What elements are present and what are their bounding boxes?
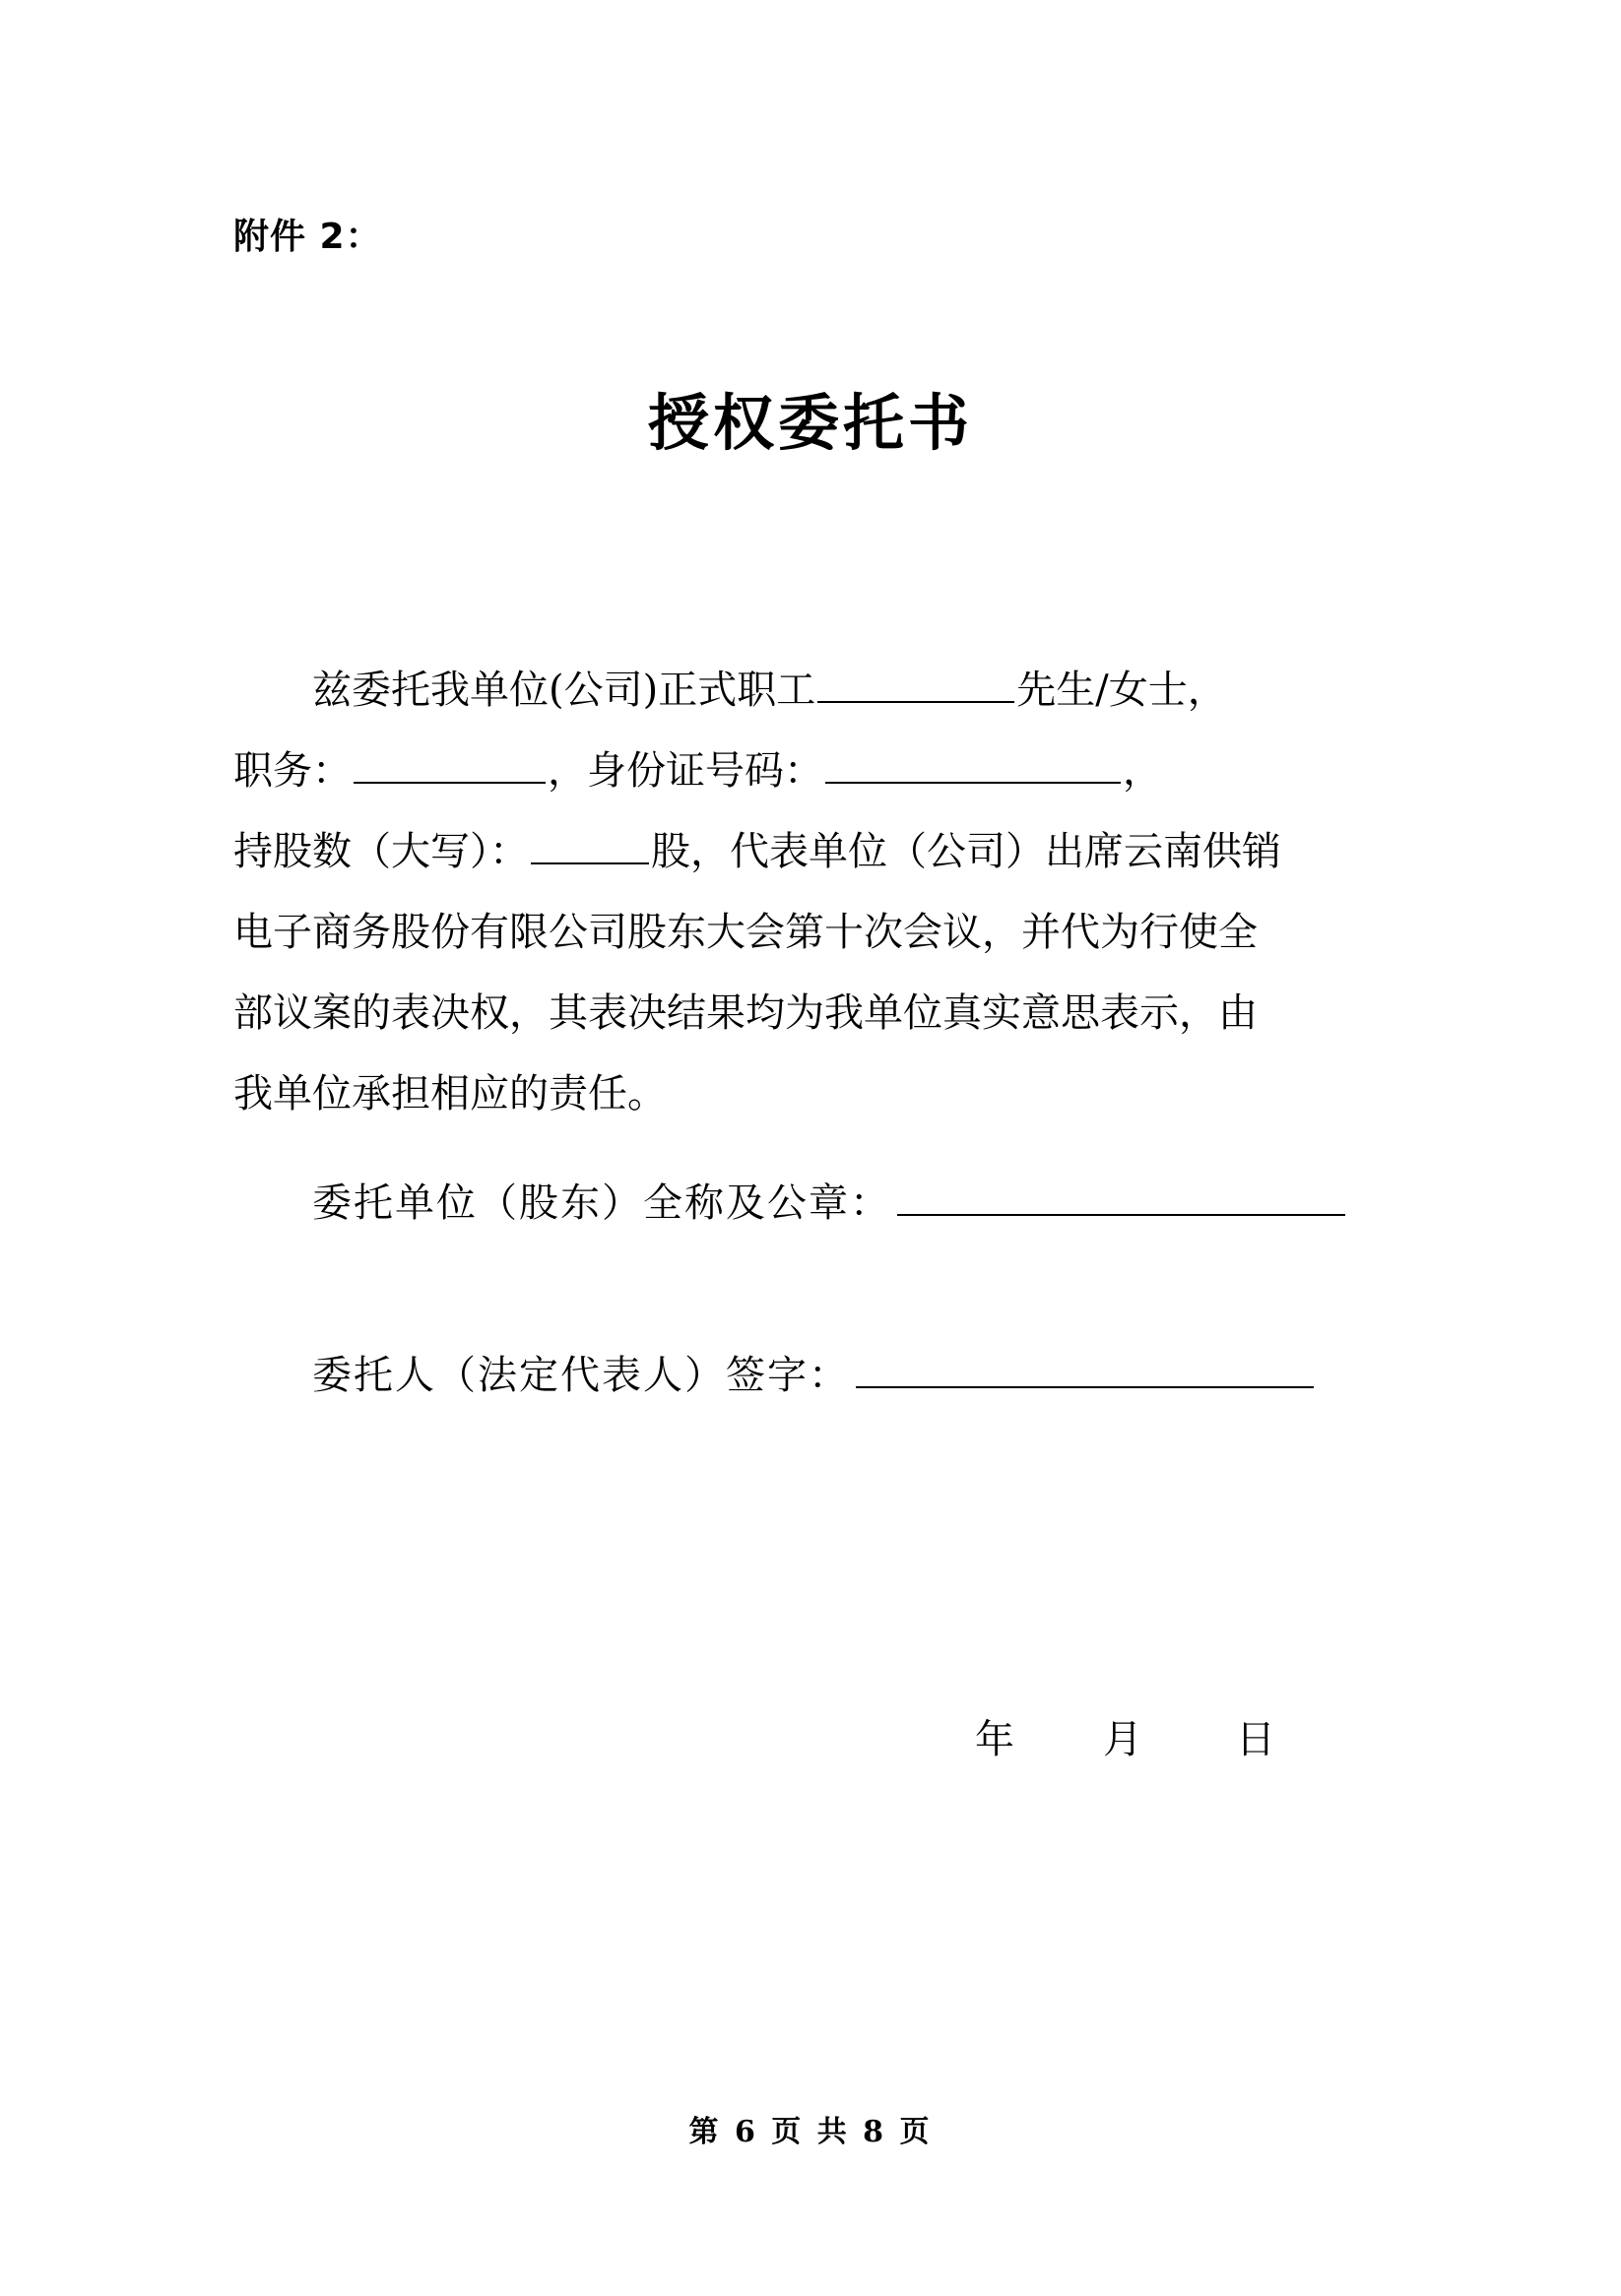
entity-signature-label: 委托单位（股东）全称及公章： — [312, 1180, 891, 1226]
clause-line2-post: ， — [1123, 748, 1162, 794]
clause-line2-mid: ，身份证号码： — [548, 748, 823, 794]
person-signature-line — [233, 1344, 1386, 1400]
person-signature-blank[interactable] — [856, 1345, 1314, 1388]
clause-line5: 部议案的表决权，其表决结果均为我单位真实意思表示，由 — [233, 990, 1258, 1036]
clause-line3-pre: 持股数（大写）： — [233, 829, 529, 874]
employee-name-blank[interactable] — [817, 662, 1014, 703]
clause-line1-pre: 兹委托我单位(公司)正式职工 — [312, 668, 816, 713]
clause-line2-pre: 职务： — [233, 748, 352, 794]
date-year-label: 年 — [975, 1717, 1014, 1762]
attachment-label: 附件 2： — [233, 217, 382, 257]
clause-line4: 电子商务股份有限公司股东大会第十次会议，并代为行使全 — [233, 910, 1258, 955]
person-signature-label: 委托人（法定代表人）签字： — [312, 1353, 850, 1398]
position-blank[interactable] — [354, 742, 546, 784]
page-title: 授权委托书 — [647, 387, 973, 459]
body-paragraph-1 — [233, 650, 1386, 1134]
date-day-label: 日 — [1236, 1717, 1275, 1762]
date-line — [975, 1708, 1275, 1764]
clause-line6: 我单位承担相应的责任。 — [233, 1071, 667, 1116]
entity-signature-blank[interactable] — [897, 1173, 1345, 1216]
shares-blank[interactable] — [531, 823, 649, 864]
clause-line1-post: 先生/女士， — [1016, 668, 1227, 713]
id-number-blank[interactable] — [825, 742, 1121, 784]
date-month-label: 月 — [1103, 1717, 1142, 1762]
entity-signature-line — [233, 1172, 1386, 1228]
page-footer: 第 6 页 共 8 页 — [688, 2115, 933, 2149]
body-text — [233, 650, 1386, 1134]
clause-line3-post: 股，代表单位（公司）出席云南供销 — [651, 829, 1281, 874]
